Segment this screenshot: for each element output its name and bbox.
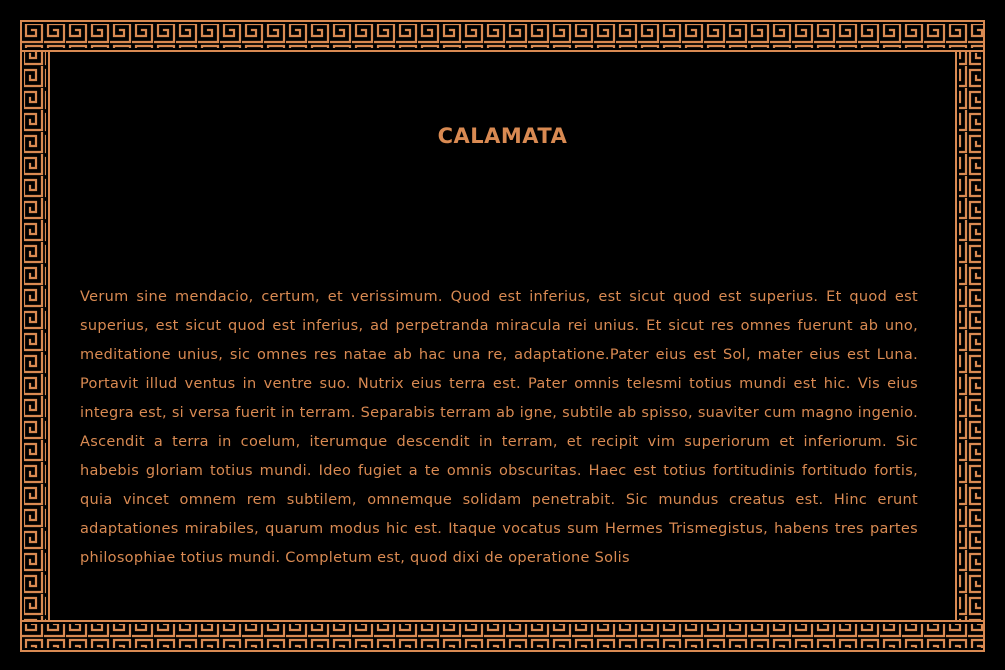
border-right [955, 20, 985, 652]
body-paragraph: Verum sine mendacio, certum, et verissimum. Quod est inferius, est sicut quod est superius. Et quod est superius, est sicut quod est inferius, ad perpetranda miracula rei unius. Et sicut res omnes fuerunt ab uno, meditatione unius, sic omnes res natae ab hac una re, adaptatione.Pater eius est Sol, mater eius est Luna. Portavit illud ventus in ventre suo. Nutrix eius terra est. Pater omnis telesmi totius mundi est hic. Vis eius integra est, si versa fuerit in terram. Separabis terram ab igne, subtile ab spisso, suaviter cum magno ingenio. Ascendit a terra in coelum, iterumque descendit in terram, et recipit vim superiorum et inferiorum. Sic habebis gloriam totius mundi. Ideo fugiet a te omnis obscuritas. Haec est totius fortitudinis fortitudo fortis, quia vincet omnem rem subtilem, omnemque solidam penetrabit. Sic mundus creatus est. Hinc erunt adaptationes mirabiles, quarum modus hic est. Itaque vocatus sum Hermes Trismegistus, habens tres partes philosophiae totius mundi. Completum est, quod dixi de operatione Solis [80, 288, 918, 566]
page-title: CALAMATA [437, 124, 568, 148]
border-bottom [20, 620, 985, 652]
border-top [20, 20, 985, 52]
border-left [20, 20, 50, 652]
